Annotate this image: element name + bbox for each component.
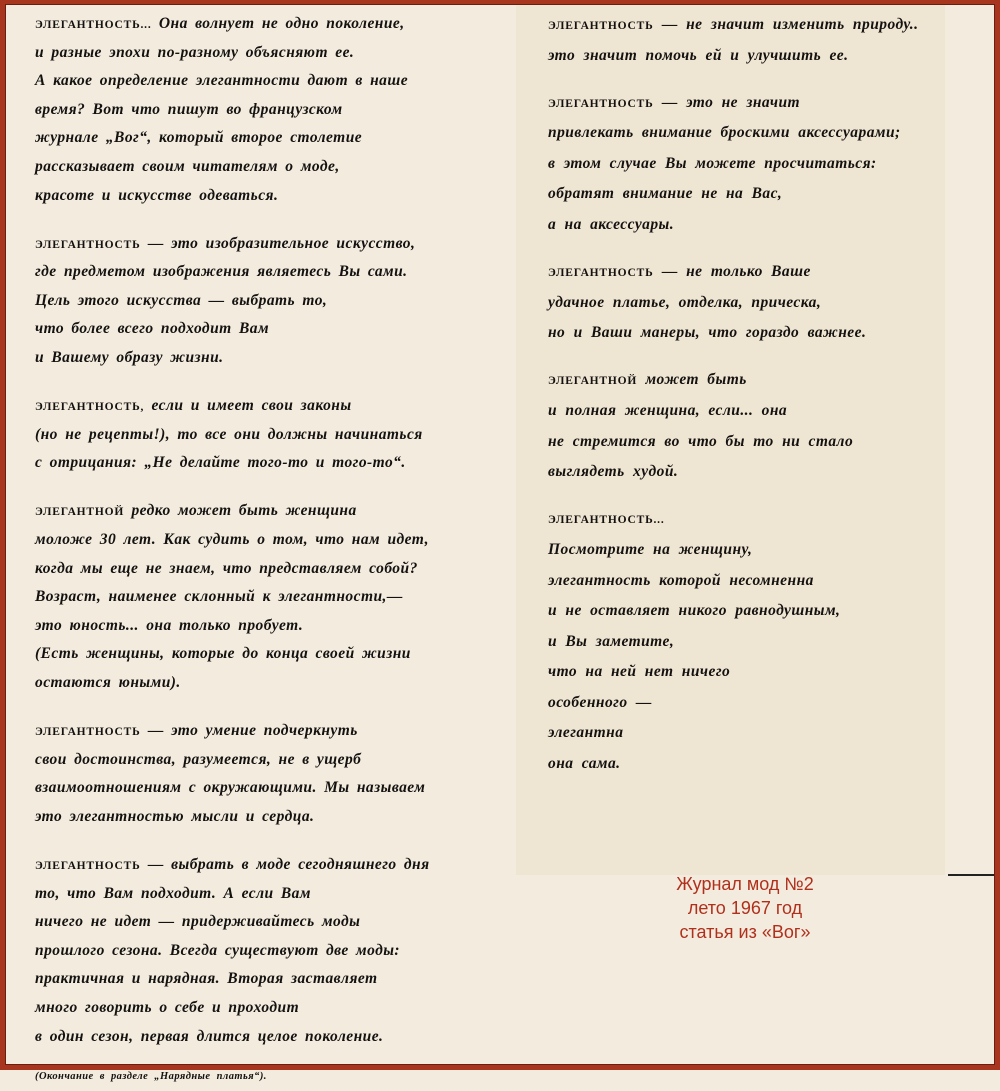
caption-line: статья из «Вог» [679, 922, 811, 942]
lead-word: ЭЛЕГАНТНОСТЬ... [548, 514, 665, 527]
text-line: взаимоотношениям с окружающими. Мы называем [35, 779, 426, 797]
lead-word: ЭЛЕГАНТНОСТЬ [548, 20, 654, 32]
caption-line: Журнал мод №2 [676, 874, 814, 894]
text-line: Возраст, наименее склонный к элегантности,— [35, 588, 403, 606]
text-line: и Вашему образу жизни. [35, 349, 224, 367]
line-text: — это не значит [661, 93, 801, 111]
footnote: (Окончание в разделе „Нарядные платья“). [35, 1070, 267, 1082]
text-line: когда мы еще не знаем, что представляем собой? [35, 559, 418, 577]
lead-word: ЭЛЕГАНТНОЙ [35, 506, 125, 519]
text-line: в этом случае Вы можете просчитаться: [548, 154, 877, 172]
text-line: элегантность которой несомненна [548, 571, 814, 589]
lead-word: ЭЛЕГАНТНОСТЬ [548, 97, 654, 110]
line-text: редко может быть женщина [131, 502, 357, 520]
line-text: Она волнует не одно поколение, [158, 15, 405, 32]
lead-word: ЭЛЕГАНТНОСТЬ, [35, 401, 145, 414]
text-line: моложе 30 лет. Как судить о том, что нам идет, [35, 531, 430, 548]
text-line: журнале „Вог“, который второе столетие [35, 129, 363, 147]
text-line: и полная женщина, если... она [548, 402, 788, 420]
text-line: ничего не идет — придерживайтесь моды [35, 913, 361, 931]
lead-word: ЭЛЕГАНТНОСТЬ [35, 859, 141, 872]
text-line: удачное платье, отделка, прическа, [548, 293, 822, 311]
line-text: — не только Ваше [661, 263, 811, 281]
text-line: (Есть женщины, которые до конца своей жизни [35, 645, 411, 663]
text-line: и не оставляет никого равнодушным, [548, 602, 841, 620]
text-line: и разные эпохи по-разному объясняют ее. [35, 43, 355, 61]
caption-line: лето 1967 год [687, 898, 803, 918]
text-line: свои достоинства, разумеется, не в ущерб [35, 750, 362, 768]
text-line: остаются юными). [35, 673, 181, 691]
text-line: А какое определение элегантности дают в наше [35, 72, 409, 90]
text-line: время? Вот что пишут во французском [35, 100, 343, 118]
line-text: — это изобразительное искусство, [147, 234, 416, 252]
text-line: с отрицания: „Не делайте того-то и того-то“. [35, 454, 406, 472]
line-text: может быть [645, 371, 747, 389]
lead-word: ЭЛЕГАНТНОСТЬ... [35, 19, 152, 31]
text-line: и Вы заметите, [548, 632, 675, 650]
text-line: в один сезон, первая длится целое поколение. [35, 1027, 384, 1045]
text-line: практичная и нарядная. Вторая заставляет [35, 970, 378, 988]
text-line: много говорить о себе и проходит [35, 998, 300, 1016]
text-line: рассказывает своим читателям о моде, [35, 157, 340, 175]
text-line: это элегантностью мысли и сердца. [35, 807, 315, 825]
line-text: если и имеет свои законы [151, 397, 352, 415]
text-line: это юность... она только пробует. [35, 616, 304, 634]
text-line: не стремится во что бы то ни стало [548, 432, 854, 450]
line-text: — это умение подчеркнуть [147, 722, 358, 740]
text-line: Посмотрите на женщину, [548, 540, 753, 558]
text-line: но и Ваши манеры, что гораздо важнее. [548, 324, 867, 342]
text-line: это значит помочь ей и улучшить ее. [548, 46, 849, 64]
text-line: а на аксессуары. [548, 216, 675, 234]
line-text: — выбрать в моде сегодняшнего дня [147, 855, 430, 873]
line-text: — не значит изменить природу.. [661, 16, 919, 33]
text-line: где предметом изображения являетесь Вы сами. [35, 263, 408, 281]
text-line: что на ней нет ничего [548, 663, 731, 681]
text-line: обратят внимание не на Вас, [548, 185, 783, 203]
lead-word: ЭЛЕГАНТНОСТЬ [548, 267, 654, 280]
text-line: Цель этого искусства — выбрать то, [35, 291, 328, 309]
lead-word: ЭЛЕГАНТНОСТЬ [35, 238, 141, 251]
text-line: то, что Вам подходит. А если Вам [35, 884, 311, 902]
text-line: что более всего подходит Вам [35, 320, 270, 338]
lead-word: ЭЛЕГАНТНОСТЬ [35, 726, 141, 739]
text-line: прошлого сезона. Всегда существуют две моды: [35, 941, 401, 959]
text-line: выглядеть худой. [548, 463, 679, 481]
text-line: красоте и искусстве одеваться. [35, 186, 279, 204]
text-line: (но не рецепты!), то все они должны начинаться [35, 425, 423, 443]
text-line: особенного — [548, 693, 652, 711]
lead-word: ЭЛЕГАНТНОЙ [548, 375, 638, 388]
text-line: элегантна [548, 724, 624, 742]
text-line: привлекать внимание броскими аксессуарами; [548, 124, 901, 142]
text-line: она сама. [548, 755, 621, 773]
